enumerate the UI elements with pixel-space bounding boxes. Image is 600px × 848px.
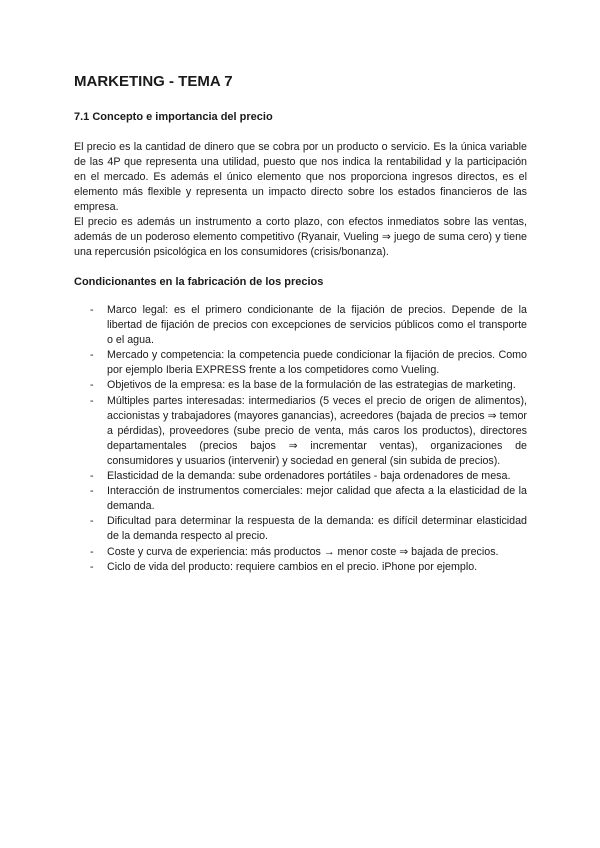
section-heading-conditioning-factors: Condicionantes en la fabricación de los precios [74, 276, 324, 288]
list-item-text: Múltiples partes interesadas: intermediarios (5 veces el precio de origen de alimentos), accionistas y trabajadores (mayores ganancias), acreedores (bajada de precios ⇒ temor a pérdidas), proveedores (sube precio de venta, más caros los productos), directores departamentales (precios bajos ⇒ incrementar ventas), organizaciones de consumidores y usuarios (intervenir) y sociedad en general (sin subida de precios). [107, 394, 527, 467]
list-item-text: Ciclo de vida del producto: requiere cambios en el precio. iPhone por ejemplo. [107, 560, 478, 573]
bullet-dash: - [90, 515, 94, 528]
bullet-dash: - [90, 545, 94, 558]
paragraph-price-instrument: El precio es además un instrumento a corto plazo, con efectos inmediatos sobre las ventas, además de un poderoso elemento competitivo (Ryanair, Vueling ⇒ juego de suma cero) y tiene una repercusión psicológica en los consumidores (crisis/bonanza). [74, 216, 527, 259]
list-item-text: Objetivos de la empresa: es la base de la formulación de las estrategias de marketing. [107, 379, 516, 392]
paragraph-price-definition: El precio es la cantidad de dinero que se cobra por un producto o servicio. Es la única variable de las 4P que representa una utilidad, puesto que nos indica la rentabilidad y la participación en el mercado. Es además el único elemento que nos proporciona ingresos directos, es el elemento más flexible y representa un impacto directo sobre los estados financieros de las empresa. [74, 141, 527, 214]
list-item [90, 303, 527, 348]
bullet-dash: - [90, 349, 94, 362]
list-item [90, 514, 527, 544]
bullet-dash: - [90, 304, 94, 316]
list-item-text: Coste y curva de experiencia: más productos → menor coste ⇒ bajada de precios. [107, 545, 499, 558]
list-item [90, 469, 527, 484]
list-item-text: Elasticidad de la demanda: sube ordenadores portátiles - baja ordenadores de mesa. [107, 470, 511, 483]
list-item-text: Dificultad para determinar la respuesta de la demanda: es difícil determinar elasticidad de la demanda respecto al precio. [107, 515, 527, 543]
list-item-text: Interacción de instrumentos comerciales: mejor calidad que afecta a la elasticidad de la demanda. [107, 485, 527, 513]
conditioning-factors-list [90, 303, 527, 575]
bullet-dash: - [90, 560, 94, 573]
list-item [90, 545, 527, 560]
list-item [90, 560, 527, 575]
bullet-dash: - [90, 394, 94, 407]
list-item-text: Mercado y competencia: la competencia puede condicionar la fijación de precios. Como por ejemplo Iberia EXPRESS frente a los competidores como Vueling. [107, 349, 527, 377]
list-item [90, 394, 527, 469]
list-item-text: Marco legal: es el primero condicionante de la fijación de precios. Depende de la libertad de fijación de precios con excepciones de servicios públicos como el transporte o el agua. [107, 304, 527, 347]
bullet-dash: - [90, 379, 94, 392]
list-item [90, 484, 527, 514]
section-heading-concept: 7.1 Concepto e importancia del precio [74, 111, 273, 123]
list-item [90, 378, 527, 393]
bullet-dash: - [90, 470, 94, 483]
document-title: MARKETING - TEMA 7 [74, 73, 233, 90]
bullet-dash: - [90, 485, 94, 498]
list-item [90, 348, 527, 378]
